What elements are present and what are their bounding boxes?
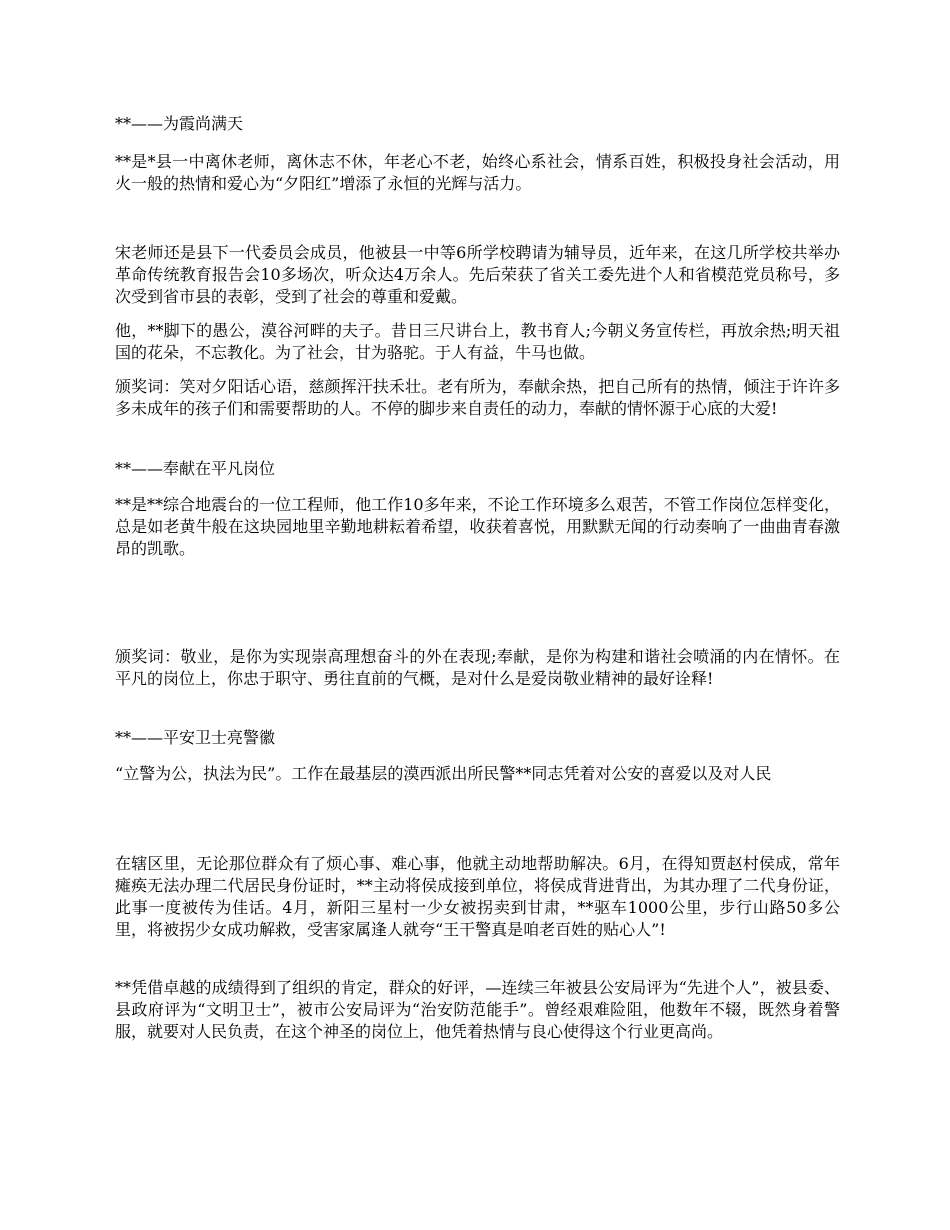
award-speech-2: 颁奖词：敬业，是你为实现崇高理想奋斗的外在表现;奉献，是你为构建和谐社会喷涌的内在情怀。在平凡的岗位上，你忠于职守、勇往直前的气概，是对什么是爱岗敬业精神的最好诠释! [115, 647, 840, 688]
paragraph-7: **凭借卓越的成绩得到了组织的肯定，群众的好评，—连续三年被县公安局评为“先进个人”，被县委、县政府评为“文明卫士”，被市公安局评为“治安防范能手”。曾经艰难险阻，他数年不辍，既然身着警服，就要对人民负责，在这个神圣的岗位上，他凭着热情与良心使得这个行业更高尚。 [115, 978, 840, 1041]
paragraph-1: **是*县一中离休老师，离休志不休，年老心不老，始终心系社会，情系百姓，积极投身社会活动，用火一般的热情和爱心为“夕阳红”增添了永恒的光辉与活力。 [115, 152, 840, 193]
section-heading-3: **——平安卫士亮警徽 [115, 728, 276, 747]
paragraph-3: 他，**脚下的愚公，漠谷河畔的夫子。昔日三尺讲台上，教书育人;今朝义务宣传栏，再放余热;明天祖国的花朵，不忘教化。为了社会，甘为骆驼。于人有益，牛马也做。 [115, 321, 840, 362]
section-heading-2: **——奉献在平凡岗位 [115, 459, 276, 478]
paragraph-6: 在辖区里，无论那位群众有了烦心事、难心事，他就主动地帮助解决。6月，在得知贾赵村侯成，常年瘫痪无法办理二代居民身份证时，**主动将侯成接到单位，将侯成背进背出，为其办理了二代身份证，此事一度被传为佳话。4月，新阳三星村一少女被拐卖到甘肃，**驱车1000公里，步行山路50多公里，将被拐少女成功解救，受害家属逢人就夸“王干警真是咱老百姓的贴心人”! [115, 854, 840, 939]
paragraph-4: **是**综合地震台的一位工程师，他工作10多年来，不论工作环境多么艰苦，不管工作岗位怎样变化，总是如老黄牛般在这块园地里辛勤地耕耘着希望，收获着喜悦，用默默无闻的行动奏响了一曲曲青春激昂的凯歌。 [115, 495, 840, 558]
section-heading-1: **——为霞尚满天 [115, 114, 244, 133]
paragraph-2: 宋老师还是县下一代委员会成员，他被县一中等6所学校聘请为辅导员，近年来，在这几所学校共举办革命传统教育报告会10多场次，听众达4万余人。先后荣获了省关工委先进个人和省模范党员称号，多次受到省市县的表彰，受到了社会的尊重和爱戴。 [115, 243, 840, 306]
award-speech-1: 颁奖词：笑对夕阳话心语，慈颜挥汗扶禾壮。老有所为，奉献余热，把自己所有的热情，倾注于许许多多未成年的孩子们和需要帮助的人。不停的脚步来自责任的动力，奉献的情怀源于心底的大爱! [115, 377, 840, 418]
paragraph-5: “立警为公，执法为民”。工作在最基层的漠西派出所民警**同志凭着对公安的喜爱以及对人民 [115, 764, 772, 783]
